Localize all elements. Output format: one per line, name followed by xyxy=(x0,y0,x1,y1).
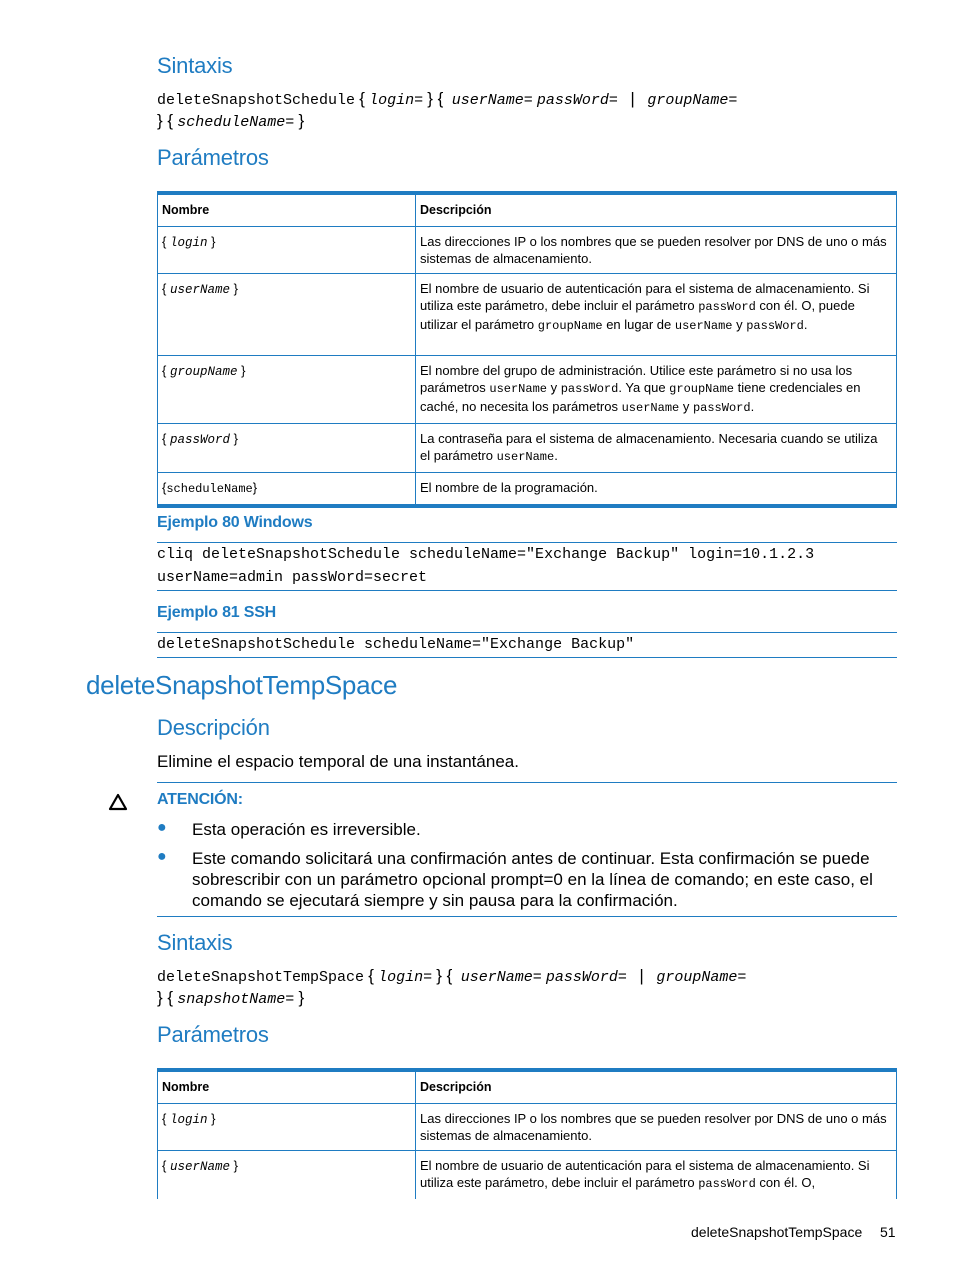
col-header-name: Nombre xyxy=(158,1072,416,1104)
param-desc-cell: El nombre de usuario de autenticación para el sistema de almacenamiento. Si utiliza este parámetro, debe incluir el parámetro passWord con él. O, puede utilizar el parámetro groupName en lugar de userName y passWord. xyxy=(416,274,897,356)
table-row xyxy=(158,1151,897,1200)
param-desc-cell: Las direcciones IP o los nombres que se pueden resolver por DNS de uno o más sistemas de almacenamiento. xyxy=(416,1104,897,1151)
footer-running-title: deleteSnapshotTempSpace xyxy=(691,1224,863,1240)
syntax-param-schedulename: scheduleName= xyxy=(177,114,295,131)
example-80-title: Ejemplo 80 Windows xyxy=(157,514,313,531)
param-name-cell: { login } xyxy=(158,227,416,274)
param-name-cell: { groupName } xyxy=(158,356,416,424)
command-title: deleteSnapshotTempSpace xyxy=(86,670,398,700)
param-desc-cell: El nombre de usuario de autenticación para el sistema de almacenamiento. Si utiliza este parámetro, debe incluir el parámetro passWord con él. O, xyxy=(416,1151,897,1200)
params-table xyxy=(157,191,897,508)
table-header-row xyxy=(158,195,897,227)
params-heading: Parámetros xyxy=(157,1022,269,1047)
params-table xyxy=(157,1068,897,1199)
syntax-separator: | xyxy=(639,966,644,985)
code-line: deleteSnapshotSchedule scheduleName="Exchange Backup" xyxy=(157,636,635,653)
syntax-param-groupname: groupName= xyxy=(656,969,747,986)
list-item: ● Este comando solicitará una confirmación antes de continuar. Esta confirmación se puede sobrescribir con un parámetro opcional prompt=0 en la línea de comando; en este caso, el comando se ejecutará siempre y sin pausa para la confirmación. xyxy=(157,848,873,910)
caution-bullets xyxy=(157,819,897,911)
syntax-param-login: login= xyxy=(369,92,424,109)
table-row xyxy=(158,356,897,424)
syntax-command: deleteSnapshotSchedule xyxy=(157,92,356,109)
table-row xyxy=(158,424,897,473)
caution-top-rule xyxy=(157,782,897,783)
syntax-line-1: deleteSnapshotTempSpace { login= } { userName= passWord= | groupName= xyxy=(157,966,747,986)
syntax-param-password: passWord= xyxy=(536,92,618,109)
param-desc-cell: El nombre del grupo de administración. Utilice este parámetro si no usa los parámetros userName y passWord. Ya que groupName tiene credenciales en caché, no necesita los parámetros userName y passWord. xyxy=(416,356,897,424)
params-heading: Parámetros xyxy=(157,145,269,170)
syntax-heading: Sintaxis xyxy=(157,53,233,78)
code-line: cliq deleteSnapshotSchedule scheduleName="Exchange Backup" login=10.1.2.3 xyxy=(157,546,815,563)
warning-triangle-icon xyxy=(108,793,128,811)
syntax-param-groupname: groupName= xyxy=(647,92,738,109)
syntax-line-2: } { scheduleName= } xyxy=(157,111,305,131)
param-desc-cell: El nombre de la programación. xyxy=(416,473,897,505)
param-name-cell: {scheduleName} xyxy=(158,473,416,505)
description-heading: Descripción xyxy=(157,715,270,740)
list-item: ● Esta operación es irreversible. xyxy=(157,819,421,839)
col-header-description: Descripción xyxy=(416,1072,897,1104)
table-row xyxy=(158,473,897,505)
example-81-title: Ejemplo 81 SSH xyxy=(157,604,277,621)
example-80-code xyxy=(157,542,897,591)
syntax-param-login: login= xyxy=(378,969,433,986)
caution-label: ATENCIÓN: xyxy=(157,791,243,808)
param-name-cell: { userName } xyxy=(158,1151,416,1200)
table-row xyxy=(158,274,897,356)
syntax-param-snapshotname: snapshotName= xyxy=(177,991,295,1008)
page-number: 51 xyxy=(880,1224,896,1240)
col-header-name: Nombre xyxy=(158,195,416,227)
code-line: userName=admin passWord=secret xyxy=(157,569,428,586)
syntax-param-username: userName= xyxy=(451,92,533,109)
syntax-heading: Sintaxis xyxy=(157,930,233,955)
bullet-icon: ● xyxy=(157,819,167,836)
table-row xyxy=(158,227,897,274)
param-name-cell: { login } xyxy=(158,1104,416,1151)
caution-bottom-rule xyxy=(157,916,897,917)
syntax-line-2: } { snapshotName= } xyxy=(157,988,305,1008)
syntax-separator: | xyxy=(630,89,635,108)
table-row xyxy=(158,1104,897,1151)
bullet-icon: ● xyxy=(157,848,167,865)
param-desc-cell: La contraseña para el sistema de almacenamiento. Necesaria cuando se utiliza el parámetro userName. xyxy=(416,424,897,473)
col-header-description: Descripción xyxy=(416,195,897,227)
param-name-cell: { passWord } xyxy=(158,424,416,473)
table-header-row xyxy=(158,1072,897,1104)
param-desc-cell: Las direcciones IP o los nombres que se pueden resolver por DNS de uno o más sistemas de almacenamiento. xyxy=(416,227,897,274)
example-81-code xyxy=(157,632,897,658)
syntax-line-1: deleteSnapshotSchedule { login= } { userName= passWord= | groupName= xyxy=(157,89,738,109)
syntax-param-password: passWord= xyxy=(545,969,627,986)
description-text: Elimine el espacio temporal de una instantánea. xyxy=(157,752,519,771)
syntax-command: deleteSnapshotTempSpace xyxy=(157,969,365,986)
param-name-cell: { userName } xyxy=(158,274,416,356)
syntax-param-username: userName= xyxy=(460,969,542,986)
